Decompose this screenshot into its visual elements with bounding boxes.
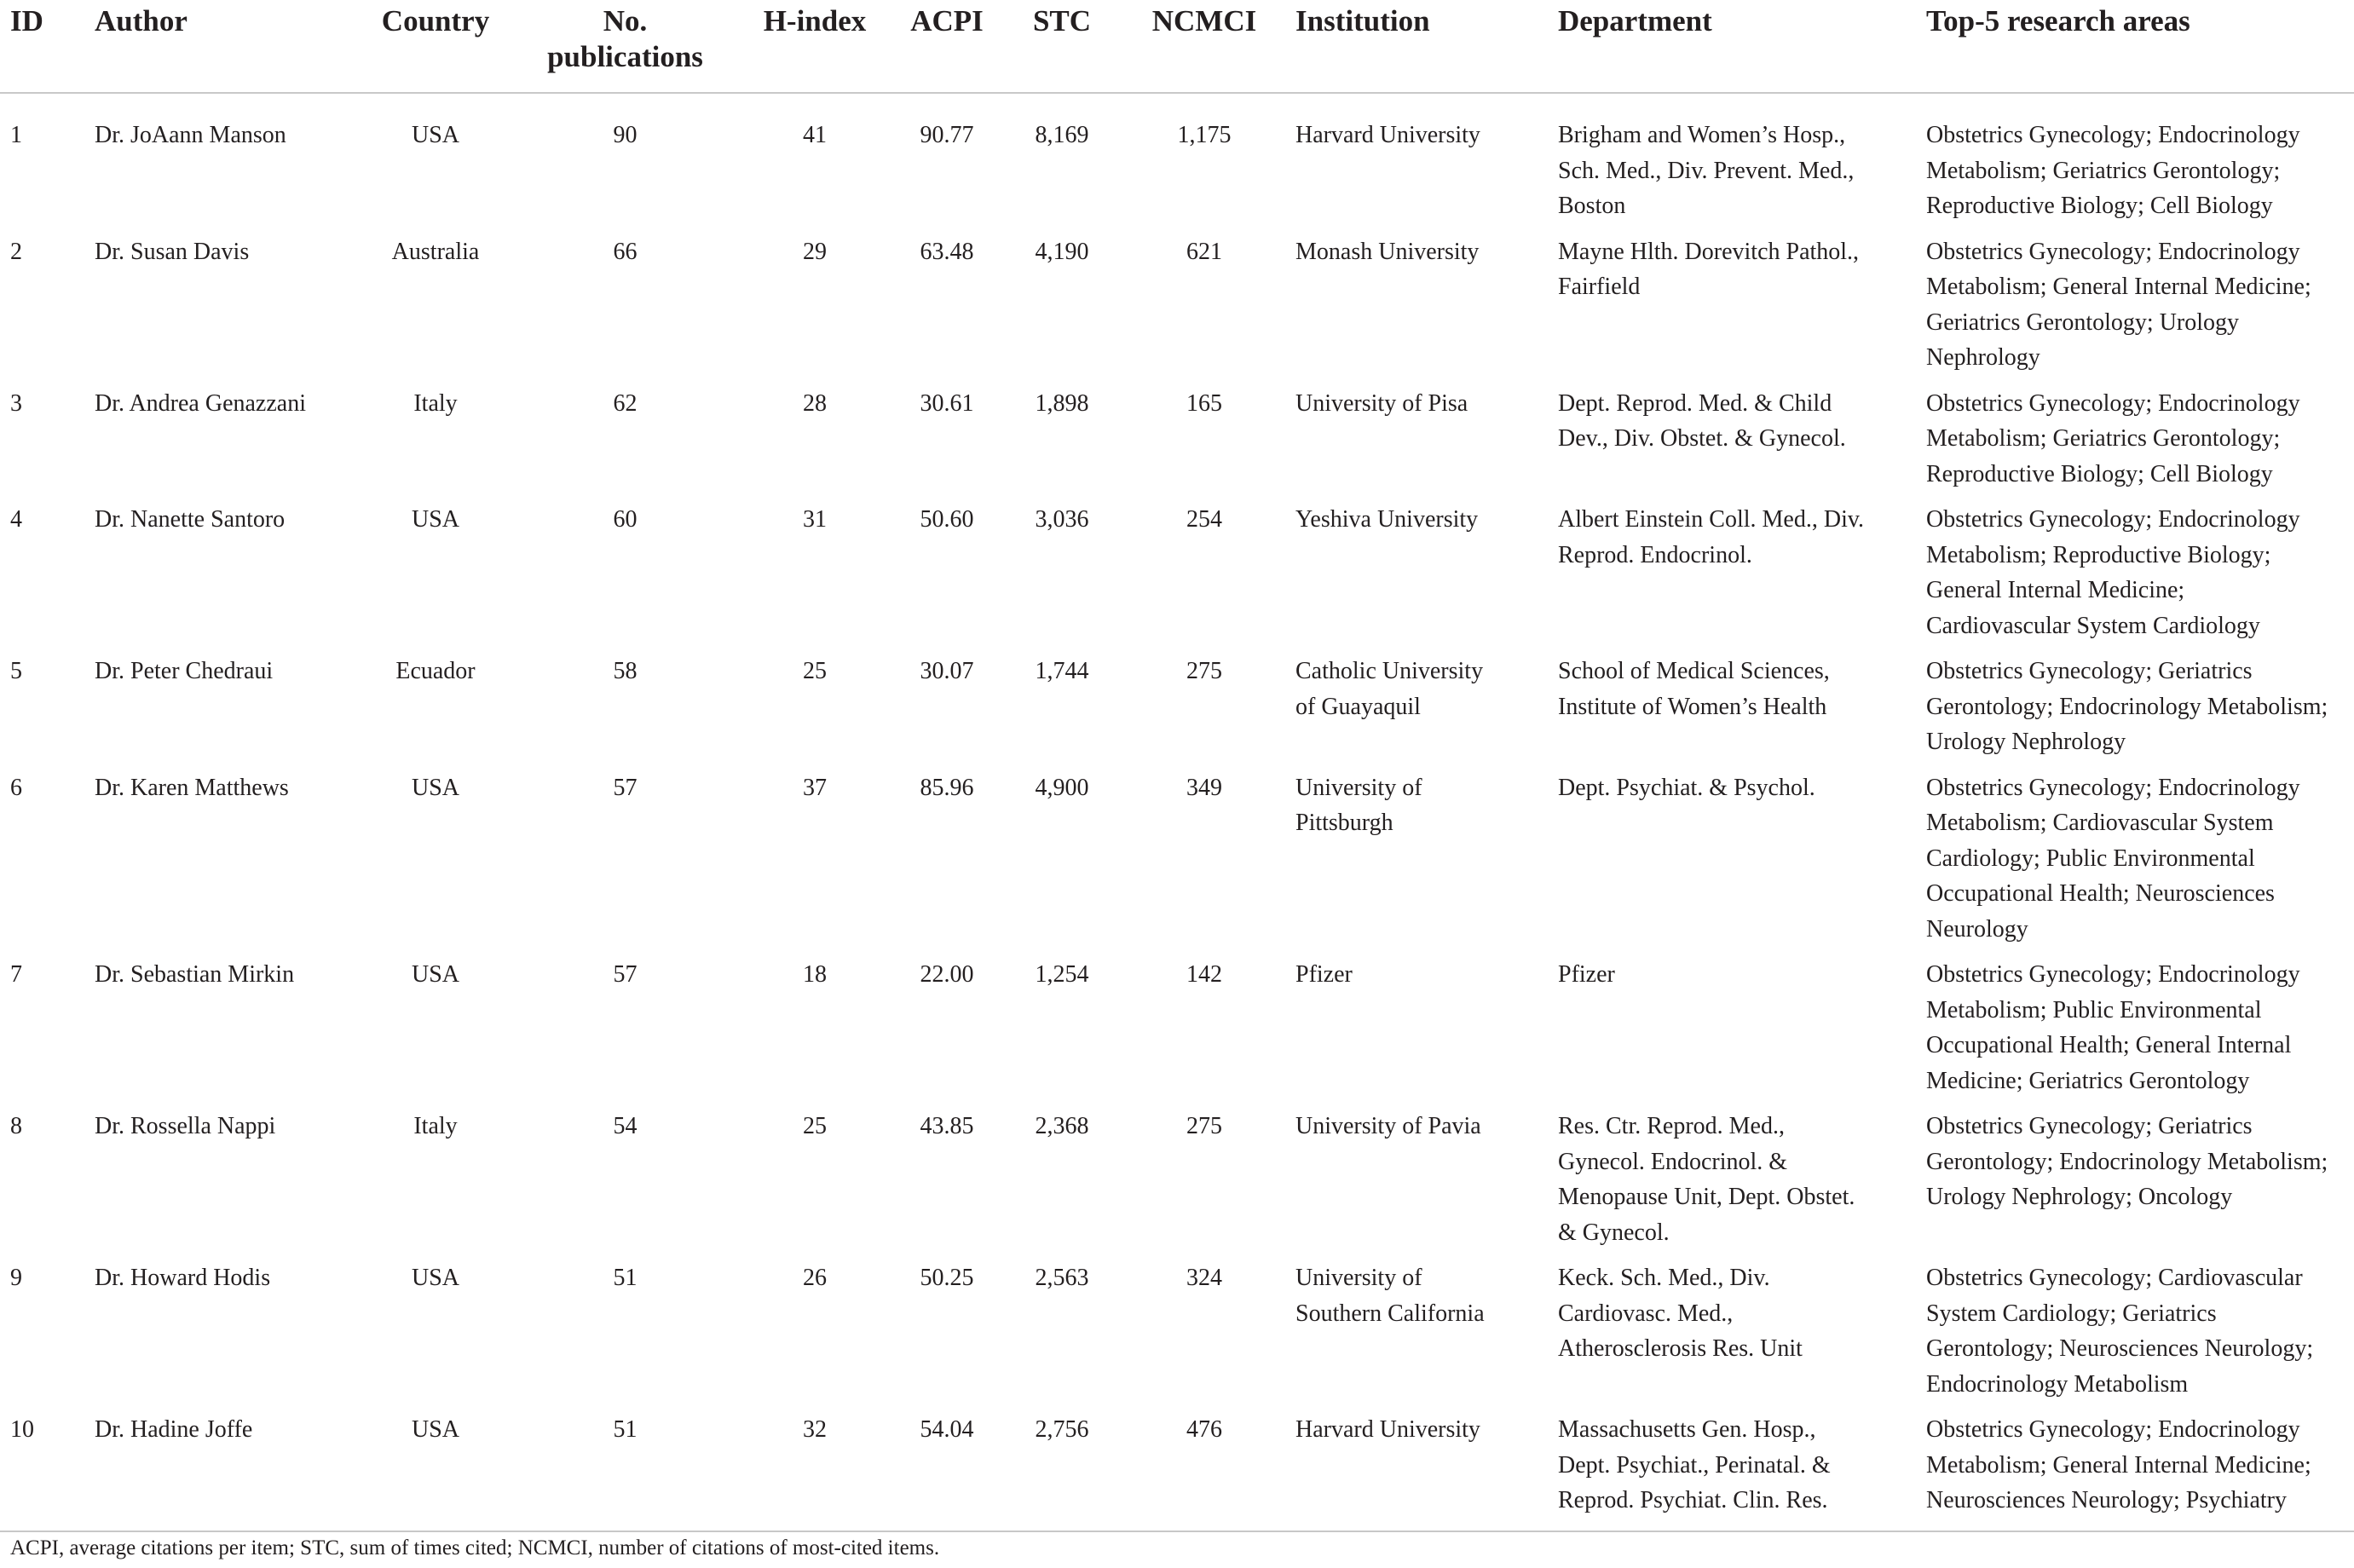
cell-institution [1295, 386, 1558, 503]
cell-author: Dr. Sebastian Mirkin [95, 961, 295, 988]
cell-publications: 57 [613, 961, 638, 988]
cell-department-line: Reprod. Endocrinol. [1558, 541, 1752, 568]
cell-stc: 2,563 [1035, 1265, 1089, 1291]
cell-department-line: Atherosclerosis Res. Unit [1558, 1335, 1803, 1362]
cell-stc: 1,898 [1035, 389, 1089, 417]
cell-research-areas-line: Obstetrics Gynecology; Endocrinology [1926, 1416, 2300, 1443]
cell-research-areas-line: Gerontology; Endocrinology Metabolism; [1926, 1148, 2328, 1175]
cell-research-areas-line: Obstetrics Gynecology; Endocrinology [1926, 238, 2300, 265]
cell-research-areas-line: Metabolism; Cardiovascular System [1926, 810, 2274, 836]
cell-stc: 8,169 [1035, 122, 1089, 148]
cell-department-line: Mayne Hlth. Dorevitch Pathol., [1558, 238, 1860, 265]
cell-institution [1295, 654, 1558, 770]
cell-institution [1295, 1260, 1558, 1412]
cell-department [1558, 502, 1926, 654]
cell-ncmci: 349 [1186, 774, 1222, 801]
cell-country: USA [411, 774, 459, 801]
cell-h-index: 32 [747, 1412, 883, 1531]
cell-id: 4 [10, 506, 22, 533]
header-id: ID [0, 0, 95, 93]
cell-publications: 66 [613, 238, 638, 265]
cell-department-line: Gynecol. Endocrinol. & [1558, 1148, 1788, 1175]
cell-research-areas-line: Occupational Health; Neurosciences [1926, 880, 2275, 907]
cell-acpi: 63.48 [920, 238, 974, 265]
cell-country: USA [411, 122, 459, 148]
cell-research-areas-line: Urology Nephrology; Oncology [1926, 1184, 2233, 1210]
cell-department-line: School of Medical Sciences, [1558, 658, 1830, 684]
cell-department-line: Sch. Med., Div. Prevent. Med., [1558, 157, 1855, 184]
cell-department [1558, 1260, 1926, 1412]
cell-author: Dr. Hadine Joffe [95, 1412, 367, 1531]
cell-research-areas-line: Metabolism; General Internal Medicine; [1926, 274, 2311, 300]
cell-institution [1295, 1412, 1558, 1531]
header-publications-line-1: No. [603, 4, 648, 37]
cell-ncmci: 324 [1186, 1265, 1222, 1291]
cell-stc: 4,190 [1035, 238, 1089, 265]
table-row [0, 502, 2354, 654]
cell-author: Dr. Rossella Nappi [95, 1113, 276, 1139]
cell-research-areas [1926, 770, 2354, 958]
cell-research-areas-line: System Cardiology; Geriatrics [1926, 1300, 2217, 1327]
header-publications [504, 0, 747, 93]
header-acpi: ACPI [883, 0, 1011, 93]
header-stc: STC [1011, 0, 1113, 93]
cell-department [1558, 654, 1926, 770]
cell-institution [1295, 1109, 1558, 1260]
cell-department-line: Res. Ctr. Reprod. Med., [1558, 1113, 1785, 1139]
cell-research-areas-line: Urology Nephrology [1926, 729, 2126, 755]
cell-research-areas [1926, 654, 2354, 770]
cell-research-areas-line: Reproductive Biology; Cell Biology [1926, 460, 2273, 487]
cell-id: 10 [0, 1412, 95, 1531]
cell-h-index: 41 [803, 122, 827, 148]
cell-research-areas-line: Gerontology; Neurosciences Neurology; [1926, 1335, 2314, 1362]
cell-research-areas-line: Obstetrics Gynecology; Endocrinology [1926, 961, 2300, 988]
cell-research-areas-line: Obstetrics Gynecology; Endocrinology [1926, 774, 2300, 801]
table-row [0, 957, 2354, 1109]
cell-institution [1295, 234, 1558, 386]
cell-research-areas [1926, 957, 2354, 1109]
cell-research-areas [1926, 234, 2354, 386]
cell-department-line: Cardiovasc. Med., [1558, 1300, 1734, 1327]
cell-institution-line: University of [1295, 1265, 1422, 1291]
cell-acpi: 30.07 [920, 658, 974, 684]
cell-department-line: & Gynecol. [1558, 1219, 1670, 1246]
cell-department [1558, 93, 1926, 234]
cell-acpi: 85.96 [920, 774, 974, 801]
cell-country: USA [367, 1412, 504, 1531]
cell-research-areas-line: Obstetrics Gynecology; Geriatrics [1926, 1113, 2253, 1139]
cell-department-line: Pfizer [1558, 961, 1615, 988]
cell-institution-line: Catholic University [1295, 658, 1484, 684]
cell-research-areas [1926, 1412, 2354, 1531]
cell-institution [1295, 502, 1558, 654]
cell-department-line: Dept. Psychiat., Perinatal. & [1558, 1451, 1831, 1479]
table-row [0, 1260, 2354, 1412]
header-row [0, 0, 2354, 93]
cell-id: 2 [10, 238, 22, 265]
cell-acpi: 43.85 [920, 1113, 974, 1139]
cell-research-areas-line: Metabolism; Geriatrics Gerontology; [1926, 157, 2281, 184]
cell-publications: 58 [613, 658, 638, 684]
cell-department [1558, 957, 1926, 1109]
cell-research-areas-line: Nephrology [1926, 344, 2040, 371]
cell-stc: 1,744 [1035, 658, 1089, 684]
cell-department [1558, 770, 1926, 958]
cell-h-index: 18 [803, 961, 827, 988]
cell-research-areas [1926, 1260, 2354, 1412]
cell-department-line: Reprod. Psychiat. Clin. Res. [1558, 1487, 1828, 1513]
cell-stc: 3,036 [1035, 506, 1089, 533]
cell-research-areas-line: Medicine; Geriatrics Gerontology [1926, 1067, 2250, 1094]
cell-h-index: 25 [803, 1113, 827, 1139]
cell-stc: 1,254 [1035, 961, 1089, 988]
table-footnote: ACPI, average citations per item; STC, sum of times cited; NCMCI, number of citations of most-cited items. [10, 1536, 940, 1559]
cell-acpi: 50.25 [920, 1265, 974, 1291]
cell-institution [1295, 770, 1558, 958]
cell-institution-line: Harvard University [1295, 122, 1480, 148]
cell-publications: 90 [613, 122, 638, 148]
cell-country: Italy [413, 389, 458, 417]
cell-research-areas-line: Obstetrics Gynecology; Geriatrics [1926, 658, 2253, 684]
cell-publications: 51 [504, 1412, 747, 1531]
cell-author: Dr. Andrea Genazzani [95, 389, 306, 417]
cell-country: Ecuador [395, 658, 476, 684]
cell-ncmci: 142 [1186, 961, 1222, 988]
cell-institution-line: Yeshiva University [1295, 506, 1479, 533]
cell-ncmci: 621 [1186, 238, 1222, 265]
cell-h-index: 31 [803, 506, 827, 533]
header-publications-line-2: publications [547, 40, 703, 73]
cell-department-line: Brigham and Women’s Hosp., [1558, 122, 1846, 148]
header-author: Author [95, 0, 367, 93]
cell-department [1558, 1412, 1926, 1531]
cell-stc: 4,900 [1035, 774, 1089, 801]
cell-publications: 54 [613, 1113, 638, 1139]
table-row [0, 654, 2354, 770]
cell-institution-line: Pittsburgh [1295, 810, 1393, 836]
cell-research-areas-line: Obstetrics Gynecology; Endocrinology [1926, 506, 2300, 533]
cell-author: Dr. Howard Hodis [95, 1265, 271, 1291]
header-ncmci: NCMCI [1113, 0, 1295, 93]
cell-acpi: 30.61 [920, 389, 974, 417]
cell-research-areas-line: Metabolism; Public Environmental [1926, 996, 2262, 1023]
cell-institution-line: University of Pavia [1295, 1113, 1481, 1139]
cell-research-areas [1926, 1109, 2354, 1260]
cell-research-areas-line: Obstetrics Gynecology; Endocrinology [1926, 122, 2300, 148]
cell-ncmci: 476 [1113, 1412, 1295, 1531]
cell-research-areas-line: Reproductive Biology; Cell Biology [1926, 193, 2273, 219]
header-institution: Institution [1295, 0, 1558, 93]
cell-department-line: Boston [1558, 193, 1626, 219]
cell-research-areas [1926, 386, 2354, 503]
cell-ncmci: 275 [1186, 658, 1222, 684]
table-row [0, 386, 2354, 503]
cell-institution-line: Southern California [1295, 1300, 1485, 1327]
cell-institution [1295, 957, 1558, 1109]
cell-author: Dr. Susan Davis [95, 238, 250, 265]
cell-department [1558, 234, 1926, 386]
cell-ncmci: 254 [1186, 506, 1222, 533]
cell-research-areas-line: Gerontology; Endocrinology Metabolism; [1926, 693, 2328, 720]
cell-h-index: 37 [803, 774, 827, 801]
header-h-index: H-index [747, 0, 883, 93]
cell-research-areas-line: Neurology [1926, 915, 2028, 943]
cell-acpi: 54.04 [883, 1412, 1011, 1531]
cell-institution-line: Monash University [1295, 238, 1480, 265]
header-country: Country [367, 0, 504, 93]
cell-ncmci: 165 [1186, 389, 1222, 417]
cell-id: 1 [10, 122, 22, 148]
cell-institution-line: Pfizer [1295, 961, 1353, 988]
cell-acpi: 50.60 [920, 506, 974, 533]
cell-id: 7 [10, 961, 22, 988]
cell-ncmci: 275 [1186, 1113, 1222, 1139]
cell-research-areas-line: Cardiology; Public Environmental [1926, 845, 2255, 872]
cell-stc: 2,368 [1035, 1113, 1089, 1139]
cell-h-index: 29 [803, 238, 827, 265]
cell-research-areas-line: Geriatrics Gerontology; Urology [1926, 308, 2240, 336]
table-row [0, 770, 2354, 958]
table-body [0, 93, 2354, 1531]
cell-department-line: Fairfield [1558, 274, 1641, 300]
cell-ncmci: 1,175 [1177, 122, 1232, 148]
cell-research-areas-line: Cardiovascular System Cardiology [1926, 612, 2260, 639]
cell-country: USA [411, 506, 459, 533]
cell-department-line: Dept. Reprod. Med. & Child [1558, 389, 1832, 417]
cell-research-areas [1926, 502, 2354, 654]
cell-institution-line: University of [1295, 774, 1422, 801]
cell-research-areas-line: Obstetrics Gynecology; Cardiovascular [1926, 1265, 2303, 1291]
cell-publications: 62 [613, 389, 638, 417]
cell-institution-line: of Guayaquil [1295, 693, 1421, 720]
cell-research-areas-line: Metabolism; General Internal Medicine; [1926, 1451, 2311, 1479]
cell-country: Italy [413, 1113, 458, 1139]
cell-institution [1295, 93, 1558, 234]
cell-department-line: Menopause Unit, Dept. Obstet. [1558, 1184, 1855, 1210]
cell-department-line: Massachusetts Gen. Hosp., [1558, 1416, 1816, 1443]
cell-research-areas-line: Endocrinology Metabolism [1926, 1370, 2189, 1398]
cell-id: 5 [10, 658, 22, 684]
cell-id: 9 [10, 1265, 22, 1291]
cell-research-areas [1926, 93, 2354, 234]
cell-research-areas-line: General Internal Medicine; [1926, 577, 2185, 603]
cell-department-line: Dept. Psychiat. & Psychol. [1558, 774, 1815, 801]
cell-id: 8 [10, 1113, 22, 1139]
cell-id: 3 [10, 389, 22, 417]
table-row [0, 234, 2354, 386]
cell-research-areas-line: Occupational Health; General Internal [1926, 1032, 2292, 1058]
table-row [0, 1412, 2354, 1531]
table-row [0, 93, 2354, 234]
cell-country: USA [411, 1265, 459, 1291]
cell-country: Australia [391, 238, 480, 265]
cell-acpi: 90.77 [920, 122, 974, 148]
cell-department-line: Dev., Div. Obstet. & Gynecol. [1558, 425, 1846, 452]
cell-institution-line: Harvard University [1295, 1416, 1480, 1443]
cell-id: 6 [10, 774, 22, 801]
cell-department [1558, 386, 1926, 503]
cell-department-line: Institute of Women’s Health [1558, 693, 1827, 720]
table-row [0, 1109, 2354, 1260]
cell-publications: 51 [613, 1265, 638, 1291]
cell-country: USA [411, 961, 459, 988]
cell-department-line: Keck. Sch. Med., Div. [1558, 1265, 1770, 1291]
cell-author: Dr. Nanette Santoro [95, 506, 286, 533]
cell-research-areas-line: Metabolism; Geriatrics Gerontology; [1926, 425, 2281, 452]
cell-author: Dr. JoAann Manson [95, 122, 286, 148]
cell-h-index: 25 [803, 658, 827, 684]
cell-author: Dr. Peter Chedraui [95, 658, 274, 684]
cell-department-line: Albert Einstein Coll. Med., Div. [1558, 506, 1865, 533]
cell-h-index: 28 [803, 389, 827, 417]
header-research-areas: Top-5 research areas [1926, 0, 2354, 93]
header-department: Department [1558, 0, 1926, 93]
table-header [0, 0, 2354, 93]
cell-publications: 57 [613, 774, 638, 801]
cell-publications: 60 [613, 506, 638, 533]
cell-h-index: 26 [803, 1265, 827, 1291]
cell-institution-line: University of Pisa [1295, 389, 1468, 417]
cell-research-areas-line: Obstetrics Gynecology; Endocrinology [1926, 389, 2300, 417]
cell-department [1558, 1109, 1926, 1260]
cell-research-areas-line: Neurosciences Neurology; Psychiatry [1926, 1487, 2287, 1513]
cell-stc: 2,756 [1011, 1412, 1113, 1531]
cell-author: Dr. Karen Matthews [95, 774, 289, 801]
cell-acpi: 22.00 [920, 961, 974, 988]
cell-research-areas-line: Metabolism; Reproductive Biology; [1926, 541, 2271, 568]
